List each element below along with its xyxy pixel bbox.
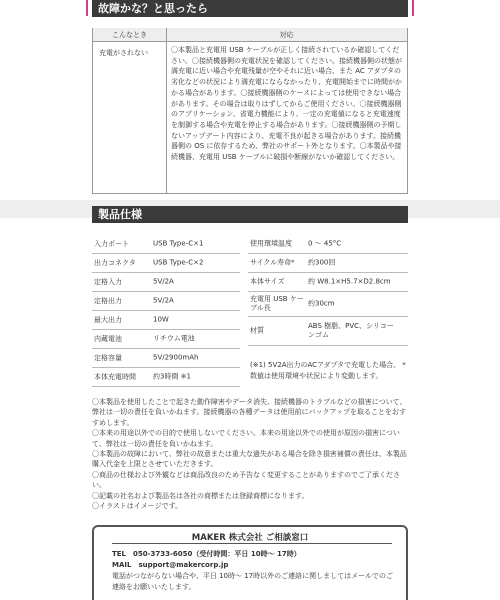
spec-row bbox=[92, 273, 240, 292]
spec-row bbox=[248, 254, 408, 273]
spec-key: 使用環境温度 bbox=[250, 239, 292, 248]
spec-key: 入力ポート bbox=[94, 240, 129, 248]
caution-item: 〇イラストはイメージです。 bbox=[92, 502, 183, 511]
col-remedy-header: 対応 bbox=[279, 31, 294, 39]
spec-key: 最大出力 bbox=[94, 316, 122, 324]
spec-key: 本体充電時間 bbox=[94, 373, 136, 381]
left-accent-line bbox=[86, 0, 88, 16]
spec-value: 5V/2A bbox=[153, 277, 174, 286]
contact-tel: TEL 050-3733-6050（受付時間：平日 10時〜 17時） bbox=[112, 550, 301, 558]
contact-body bbox=[112, 549, 398, 593]
spec-value: USB Type-C×1 bbox=[153, 239, 204, 248]
spec-table-left bbox=[92, 235, 240, 387]
spec-row bbox=[92, 349, 240, 368]
caution-list bbox=[92, 397, 408, 511]
spec-row bbox=[248, 292, 408, 317]
spec-value: 約3時間 ※1 bbox=[153, 372, 191, 381]
spec-key: 定格出力 bbox=[94, 297, 122, 305]
contact-mail: MAIL support@makercorp.jp bbox=[112, 561, 229, 569]
spec-value: 0 〜 45°C bbox=[308, 239, 342, 248]
spec-value: 5V/2A bbox=[153, 296, 174, 305]
spec-key: 定格入力 bbox=[94, 278, 122, 286]
spec-value: 約 W8.1×H5.7×D2.8cm bbox=[308, 277, 391, 286]
caution-item: 〇商品の仕様および外観などは商品改良のため予告なく変更することがありますのでご了承ください。 bbox=[92, 470, 400, 490]
spec-value: USB Type-C×2 bbox=[153, 258, 204, 267]
spec-key: 出力コネクタ bbox=[94, 259, 136, 267]
spec-table-right bbox=[248, 235, 408, 346]
spec-row bbox=[92, 311, 240, 330]
caution-item: 〇本来の用途以外での目的で使用しないでください。本来の用途以外での使用が原因の損害について、弊社は一切の責任を負いかねます。 bbox=[92, 429, 400, 448]
spec-row bbox=[248, 317, 408, 346]
spec-row bbox=[92, 235, 240, 254]
right-accent-line bbox=[412, 0, 414, 16]
spec-row bbox=[92, 254, 240, 273]
spec-key: サイクル寿命* bbox=[250, 258, 295, 267]
trouble-table-header bbox=[93, 28, 407, 42]
column-divider bbox=[166, 28, 167, 193]
spec-row bbox=[248, 273, 408, 292]
caution-item: 〇記載の社名および製品名は各社の商標または登録商標になります。 bbox=[92, 491, 309, 500]
contact-divider bbox=[112, 543, 392, 544]
trouble-heading: 故障かな？と思ったら bbox=[92, 0, 408, 17]
col-symptom-header: こんなとき bbox=[112, 31, 147, 39]
spec-heading: 製品仕様 bbox=[92, 206, 408, 223]
contact-box bbox=[92, 525, 408, 600]
trouble-table bbox=[92, 28, 408, 194]
spec-value: 10W bbox=[153, 315, 169, 324]
spec-value: 約30cm bbox=[308, 299, 335, 308]
contact-note: 電話がつながらない場合や、平日 10時〜 17時以外のご連絡に関しましてはメールでのご連絡をお願いいたします。 bbox=[112, 572, 393, 591]
spec-row bbox=[92, 330, 240, 349]
spec-value: ABS 樹脂、PVC、シリコーンゴム bbox=[308, 322, 394, 339]
spec-row bbox=[248, 235, 408, 254]
spec-row bbox=[92, 368, 240, 387]
spec-key: 内蔵電池 bbox=[94, 335, 122, 343]
caution-item: 〇本製品の故障において、弊社の故意または重大な過失がある場合を除き損害補償の責任は、本製品購入代金を上限とさせていただきます。 bbox=[92, 450, 407, 469]
contact-title: MAKER 株式会社 ご相談窓口 bbox=[191, 533, 309, 543]
spec-key: 定格容量 bbox=[94, 354, 122, 362]
spec-value: 5V/2900mAh bbox=[153, 353, 199, 362]
spec-value: 約300回 bbox=[308, 258, 336, 267]
remedy-cell: 〇本製品と充電用 USB ケーブルが正しく接続されているか確認してください。〇接続機器側の充電状況を確認してください。接続機器側の状態が満充電に近い場合や充電残量が空やそれに近い場合、また AC アダプタの劣化などの状況により満充電にならなかったり、充電開始までに時間がかかる場合があります。〇接続機器側のケースによっては使用できない場合があります。その場合は取りはずしてからご使用ください。〇接続機器側のアプリケーション、省電力機能により、一定の充電値になると充電速度を制御する場合や充電を停止する場合があります。〇接続機器側の予期しないアップデート内容により、充電不良が起きる場合があります。接続機器側の OS に依存するため、弊社のサポート外となります。〇本製品や接続機器、充電用 USB ケーブルに破損や断線がないか確認してください。 bbox=[171, 46, 402, 162]
spec-notes: (※1) 5V2A出力のACアダプタで充電した場合。 *数値は使用環境や状況により変動します。 bbox=[250, 361, 406, 380]
spec-value: リチウム電池 bbox=[153, 334, 195, 343]
spec-row bbox=[92, 292, 240, 311]
caution-item: 〇本製品を使用したことで起きた動作障害やデータ消失、接続機器のトラブルなどの損害について、弊社は一切の責任を負いかねます。接続機器の各種データは使用前にバックアップを取ることをおすすめします。 bbox=[92, 398, 407, 427]
spec-key: 材質 bbox=[250, 326, 264, 335]
spec-key: 充電用 USB ケーブル長 bbox=[250, 295, 304, 312]
spec-key: 本体サイズ bbox=[250, 277, 285, 286]
symptom-cell: 充電がされない bbox=[99, 49, 148, 57]
